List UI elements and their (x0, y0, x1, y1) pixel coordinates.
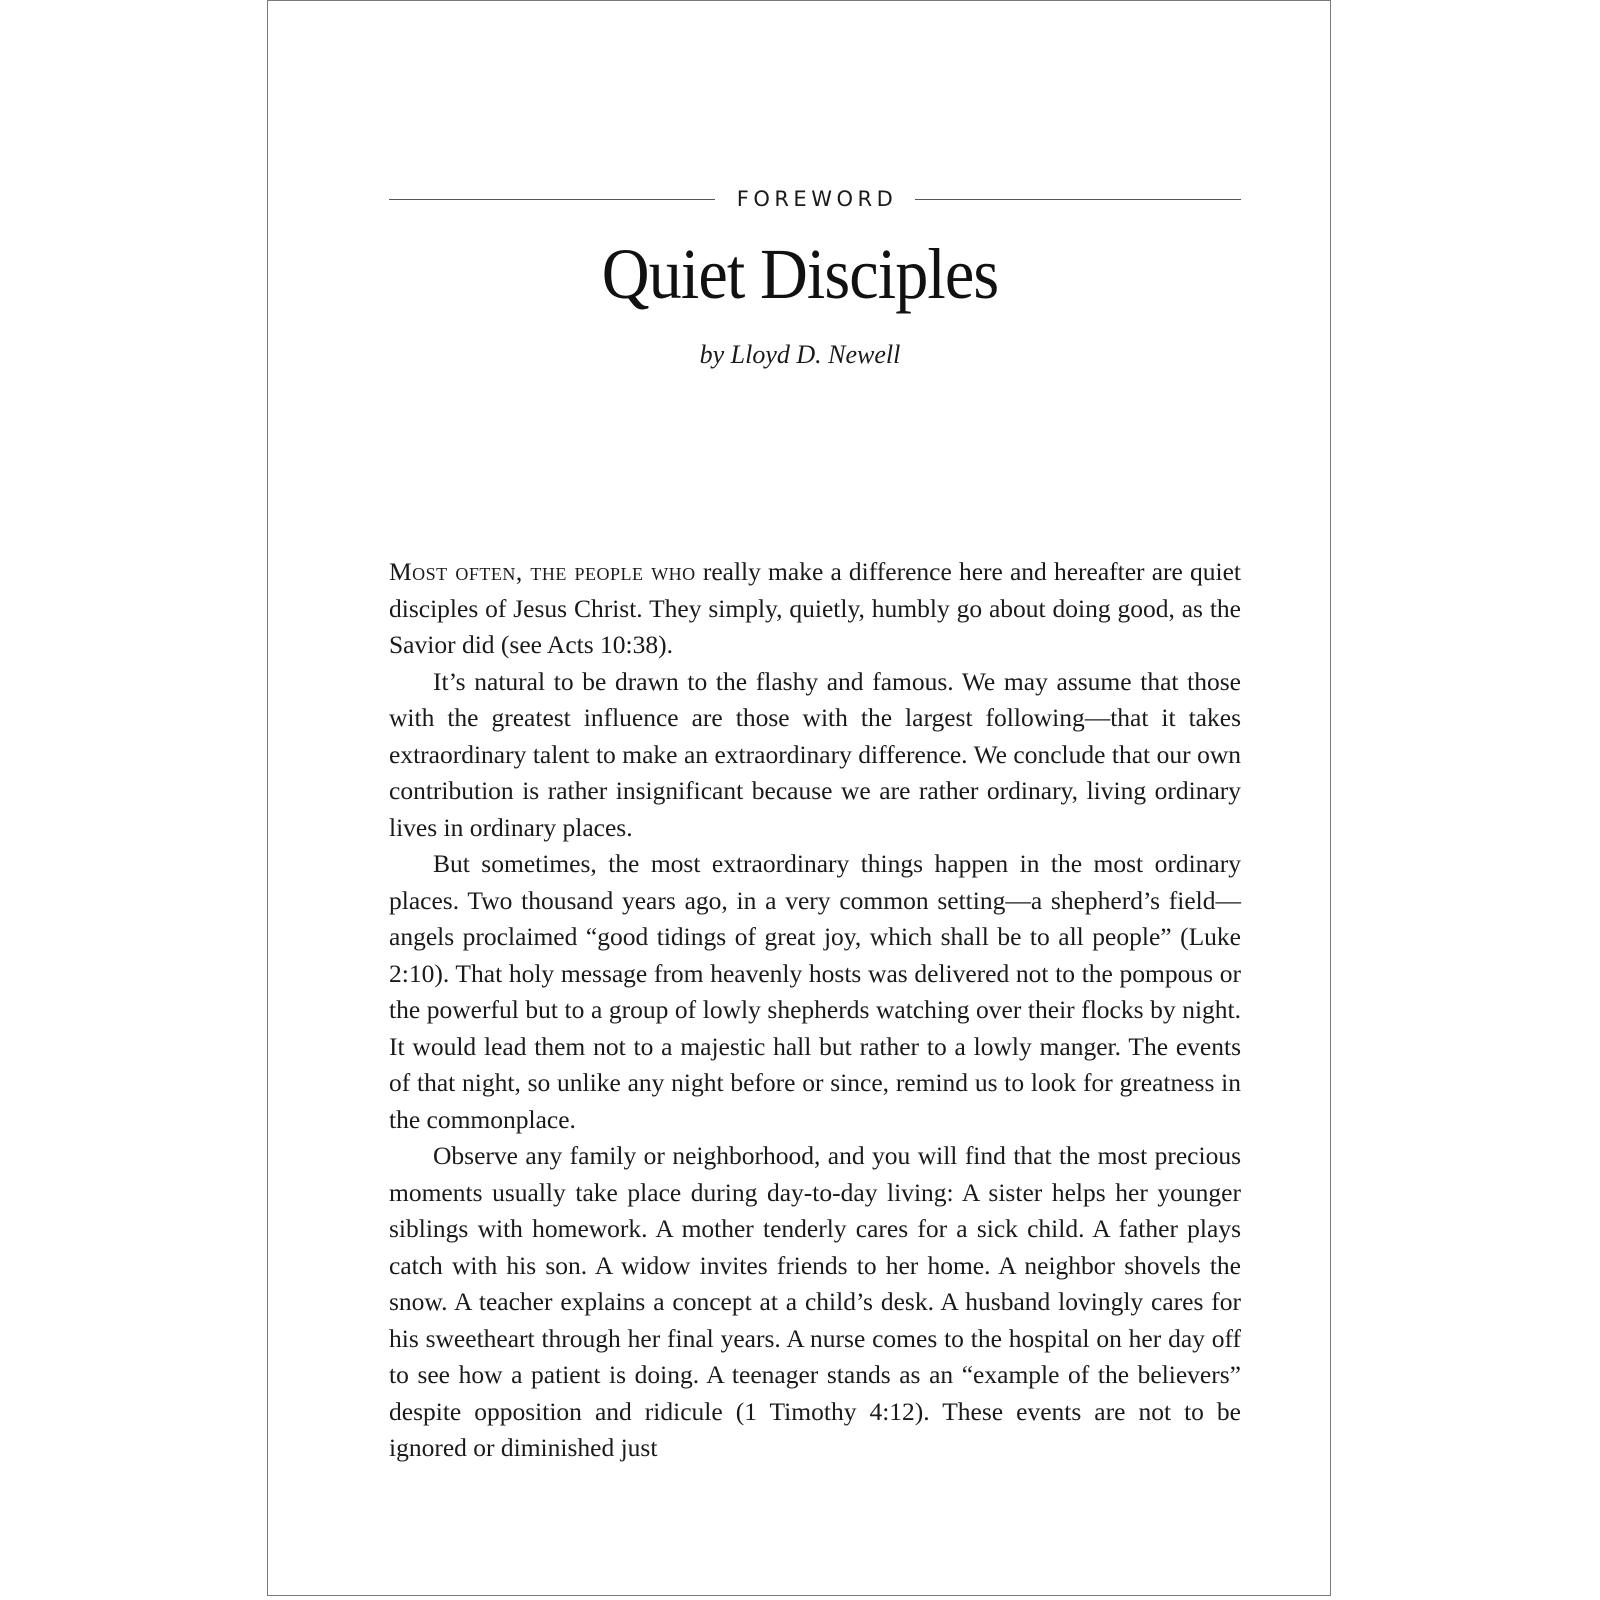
paragraph-text: really make a difference here and hereafter are quiet disciples of Jesus Christ. They simply, quietly, humbly go about doing good, as the Savior did (see Acts 10:38). (389, 557, 1241, 659)
paragraph-1 (389, 554, 1241, 664)
chapter-title: Quiet Disciples (601, 234, 999, 314)
book-page (267, 0, 1331, 1596)
left-divider-rule (389, 199, 715, 200)
paragraph-4: Observe any family or neighborhood, and you will find that the most precious moments usually take place during day-to-day living: A sister helps her younger siblings with homework. A mother tenderly cares for a sick child. A father plays catch with his son. A widow invites friends to her home. A neighbor shovels the snow. A teacher explains a concept at a child’s desk. A husband lovingly cares for his sweetheart through her final years. A nurse comes to the hospital on her day off to see how a patient is doing. A teenager stands as an “example of the believers” despite opposition and ridicule (1 Timothy 4:12). These events are not to be ignored or diminished just (389, 1141, 1241, 1462)
paragraph-3: But sometimes, the most extraordinary things happen in the most ordinary places. Two thousand years ago, in a very common setting—a shepherd’s field—angels proclaimed “good tidings of great joy, which shall be to all people” (Luke 2:10). That holy message from heavenly hosts was delivered not to the pompous or the powerful but to a group of lowly shepherds watching over their flocks by night. It would lead them not to a majestic hall but rather to a lowly manger. The events of that night, so unlike any night before or since, remind us to look for greatness in the commonplace. (389, 849, 1241, 1134)
body-text (389, 554, 1241, 1467)
paragraph-lead-in: Most often, the people who (389, 557, 696, 586)
section-header (389, 187, 1241, 211)
paragraph-2: It’s natural to be drawn to the flashy and famous. We may assume that those with the greatest influence are those with the largest following—that it takes extraordinary talent to make an extraordinary difference. We conclude that our own contribution is rather insignificant because we are rather ordinary, living ordinary lives in ordinary places. (389, 666, 1241, 842)
section-label: FOREWORD (736, 187, 898, 211)
right-divider-rule (915, 199, 1241, 200)
author-byline: by Lloyd D. Newell (699, 340, 901, 369)
